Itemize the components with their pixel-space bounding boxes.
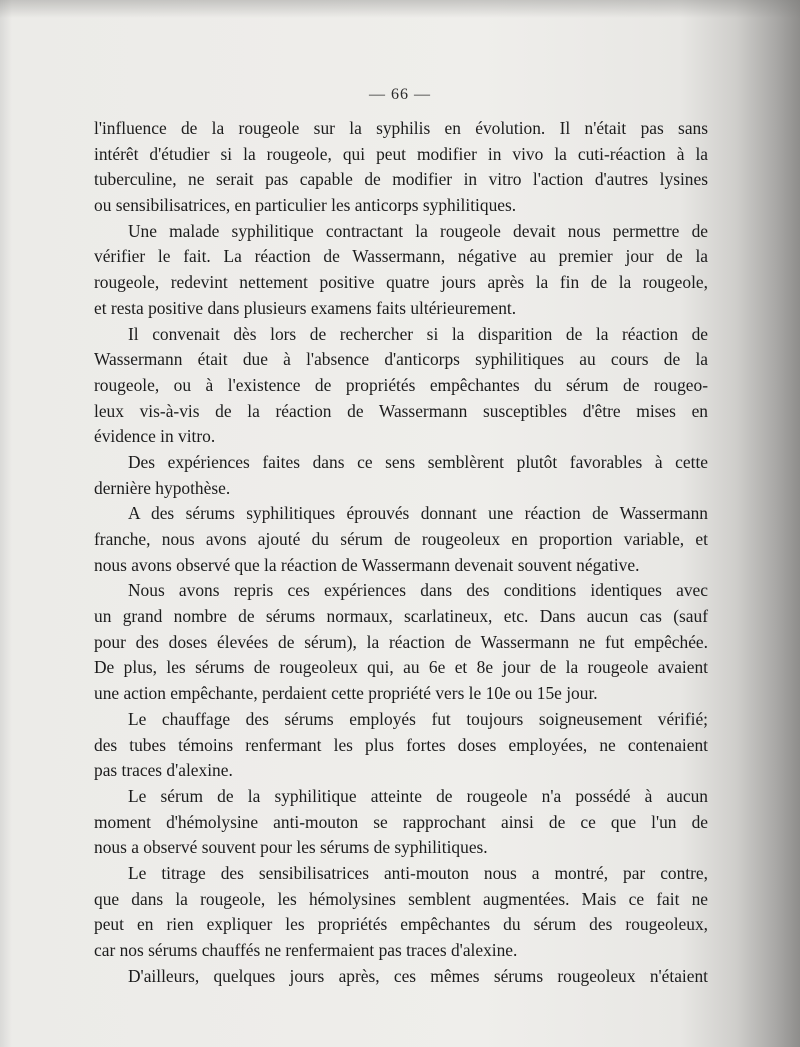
text-line: nous avons observé que la réaction de Wassermann devenait souvent négative.	[94, 554, 640, 575]
text-line: leux vis-à-vis de la réaction de Wassermann susceptibles d'être mises en	[94, 400, 708, 421]
text-line: A des sérums syphilitiques éprouvés donnant une réaction de Wassermann	[128, 503, 708, 524]
text-line: franche, nous avons ajouté du sérum de rougeoleux en proportion variable, et	[94, 529, 708, 549]
text-line: peut en rien expliquer les propriétés empêchantes du sérum des rougeoleux,	[94, 914, 708, 935]
text-line: moment d'hémolysine anti-mouton se rapprochant ainsi de ce que l'un de	[94, 811, 708, 832]
text-line: Nous avons repris ces expériences dans des conditions identiques avec	[128, 580, 708, 601]
text-line: évidence in vitro.	[94, 426, 216, 447]
text-line: pas traces d'alexine.	[94, 760, 233, 781]
page-number: — 66 —	[369, 86, 431, 103]
text-line: ou sensibilisatrices, en particulier les anticorps syphilitiques.	[94, 195, 517, 216]
text-line: tuberculine, ne serait pas capable de modifier in vitro l'action d'autres lysines	[94, 169, 708, 190]
text-line: et resta positive dans plusieurs examens faits ultérieurement.	[94, 297, 517, 318]
text-line: pour des doses élevées de sérum), la réaction de Wassermann ne fut empêchée.	[94, 631, 708, 652]
text-line: Wassermann était due à l'absence d'anticorps syphilitiques au cours de la	[94, 349, 708, 370]
text-line: rougeole, ou à l'existence de propriétés empêchantes du sérum de rougeo-	[94, 374, 708, 395]
text-line: D'ailleurs, quelques jours après, ces mêmes sérums rougeoleux n'étaient	[128, 965, 708, 986]
text-line: rougeole, redevint nettement positive quatre jours après la fin de la rougeole,	[94, 272, 708, 293]
text-line: car nos sérums chauffés ne renfermaient pas traces d'alexine.	[94, 940, 518, 960]
text-line: Le titrage des sensibilisatrices anti-mouton nous a montré, par contre,	[128, 862, 708, 883]
text-line: nous a observé souvent pour les sérums de syphilitiques.	[94, 837, 488, 858]
text-line: des tubes témoins renfermant les plus fortes doses employées, ne contenaient	[94, 734, 708, 755]
text-line: l'influence de la rougeole sur la syphilis en évolution. Il n'était pas sans	[94, 118, 708, 138]
text-line: Une malade syphilitique contractant la rougeole devait nous permettre de	[128, 220, 708, 241]
text-line: une action empêchante, perdaient cette propriété vers le 10e ou 15e jour.	[94, 683, 598, 704]
text-line: Le chauffage des sérums employés fut toujours soigneusement vérifié;	[128, 708, 708, 729]
text-line: que dans la rougeole, les hémolysines semblent augmentées. Mais ce fait ne	[94, 888, 708, 909]
text-line: De plus, les sérums de rougeoleux qui, au 6e et 8e jour de la rougeole avaient	[94, 657, 708, 678]
text-line: Des expériences faites dans ce sens semblèrent plutôt favorables à cette	[128, 451, 708, 472]
text-line: dernière hypothèse.	[94, 477, 231, 498]
text-line: vérifier le fait. La réaction de Wassermann, négative au premier jour de la	[94, 246, 708, 267]
body-text	[94, 116, 708, 989]
text-line: un grand nombre de sérums normaux, scarlatineux, etc. Dans aucun cas (sauf	[94, 606, 708, 627]
text-line: Il convenait dès lors de rechercher si la disparition de la réaction de	[128, 323, 708, 344]
text-line: Le sérum de la syphilitique atteinte de rougeole n'a possédé à aucun	[128, 785, 708, 806]
text-line: intérêt d'étudier si la rougeole, qui peut modifier in vivo la cuti-réaction à la	[94, 143, 708, 164]
